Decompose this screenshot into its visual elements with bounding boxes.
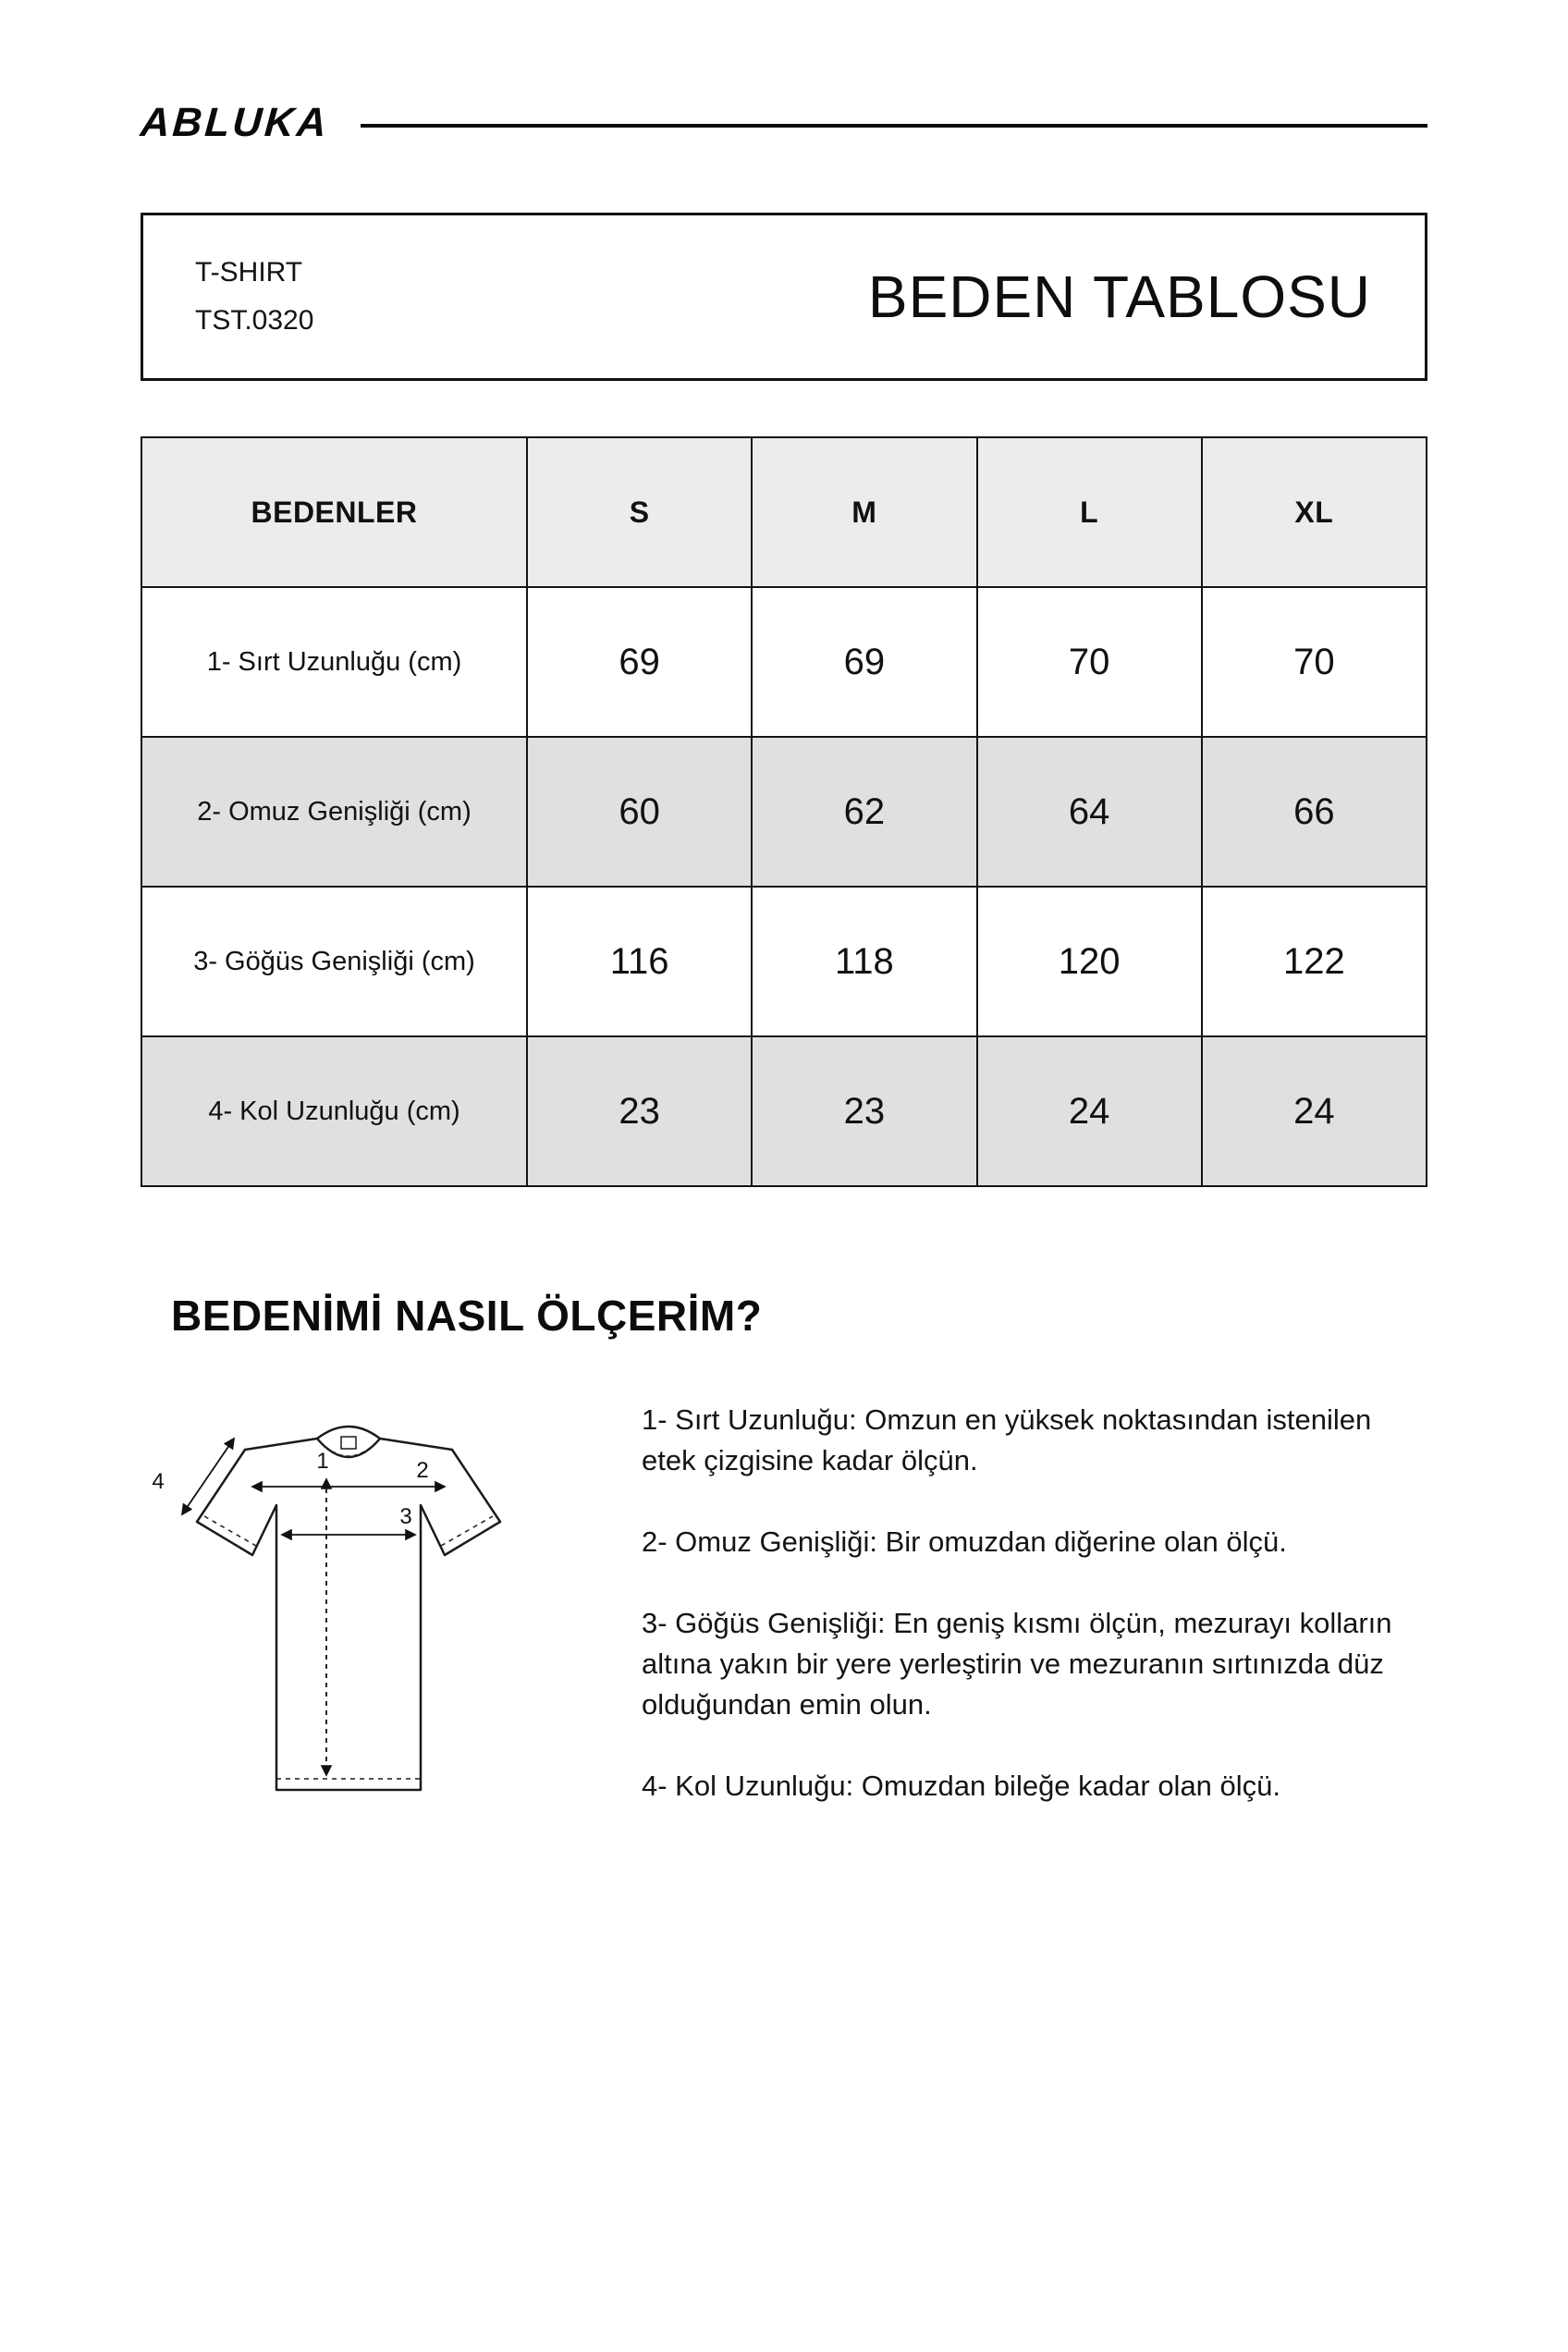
size-value: 23 [752, 1036, 976, 1186]
measurement-label: 3- Göğüs Genişliği (cm) [141, 887, 527, 1036]
instructions-list [642, 1392, 1427, 1807]
size-value: 70 [977, 587, 1202, 737]
table-row [141, 887, 1427, 1036]
column-header-l: L [977, 437, 1202, 587]
howto-section [113, 1392, 1427, 1859]
howto-heading: BEDENİMİ NASIL ÖLÇERİM? [171, 1292, 763, 1340]
product-meta [195, 249, 313, 346]
product-type: T-SHIRT [195, 256, 303, 288]
instruction-1: 1- Sırt Uzunluğu: Omzun en yüksek noktasından istenilen etek çizgisine kadar ölçün. [642, 1403, 1372, 1477]
size-value: 60 [527, 737, 752, 887]
size-value: 23 [527, 1036, 752, 1186]
tshirt-diagram [113, 1392, 557, 1859]
tshirt-outline [197, 1439, 500, 1790]
page-title: BEDEN TABLOSU [867, 263, 1371, 330]
size-value: 62 [752, 737, 976, 887]
brand-logo: ABLUKA [139, 100, 331, 145]
table-row [141, 737, 1427, 887]
header-rule [361, 124, 1427, 128]
diagram-label-2: 2 [416, 1458, 429, 1483]
instruction-4: 4- Kol Uzunluğu: Omuzdan bileğe kadar olan ölçü. [642, 1770, 1281, 1803]
measurement-label: 1- Sırt Uzunluğu (cm) [141, 587, 527, 737]
size-value: 122 [1202, 887, 1427, 1036]
size-value: 69 [752, 587, 976, 737]
instruction-3: 3- Göğüs Genişliği: En geniş kısmı ölçün, mezurayı kolların altına yakın bir yere yerleştirin ve mezuranın sırtınızda düz olduğundan emin olun. [642, 1607, 1392, 1721]
table-row [141, 587, 1427, 737]
size-value: 120 [977, 887, 1202, 1036]
product-code: TST.0320 [195, 305, 314, 336]
size-value: 116 [527, 887, 752, 1036]
tshirt-diagram-svg [113, 1392, 557, 1855]
size-value: 24 [977, 1036, 1202, 1186]
size-value: 70 [1202, 587, 1427, 737]
size-value: 69 [527, 587, 752, 737]
table-row [141, 1036, 1427, 1186]
table-header-row [141, 437, 1427, 587]
collar-label-tag [341, 1437, 356, 1449]
column-header-s: S [527, 437, 752, 587]
measurement-label: 2- Omuz Genişliği (cm) [141, 737, 527, 887]
instruction-2: 2- Omuz Genişliği: Bir omuzdan diğerine olan ölçü. [642, 1525, 1287, 1559]
brand-header [0, 0, 1568, 146]
size-value: 64 [977, 737, 1202, 887]
diagram-label-1: 1 [316, 1449, 329, 1474]
size-table [141, 436, 1427, 1187]
size-value: 24 [1202, 1036, 1427, 1186]
measurement-label: 4- Kol Uzunluğu (cm) [141, 1036, 527, 1186]
diagram-label-4: 4 [152, 1469, 165, 1494]
size-value: 66 [1202, 737, 1427, 887]
column-header-m: M [752, 437, 976, 587]
diagram-label-3: 3 [399, 1504, 412, 1529]
size-value: 118 [752, 887, 976, 1036]
column-header-xl: XL [1202, 437, 1427, 587]
title-box [141, 213, 1427, 381]
column-header-bedenler: BEDENLER [141, 437, 527, 587]
